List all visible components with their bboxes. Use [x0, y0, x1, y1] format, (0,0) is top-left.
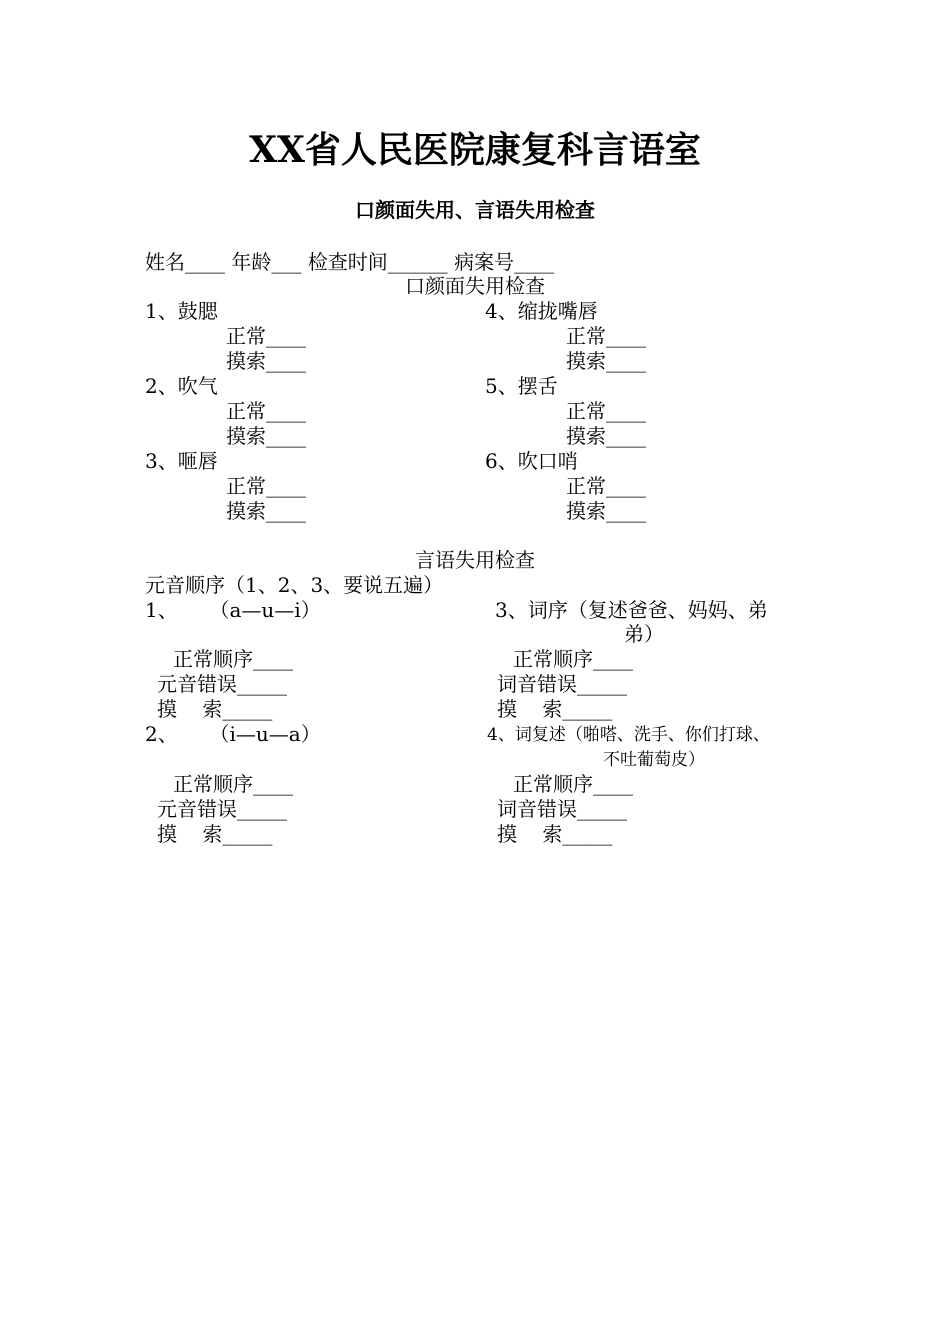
- item-2-normal: 正常____: [226, 399, 306, 423]
- item-1-normal: 正常____: [226, 324, 306, 348]
- item-1-label: 1、鼓腮: [145, 299, 218, 323]
- speech-item-1-line1: 正常顺序____: [173, 647, 293, 671]
- speech-item-1-line2: 元音错误_____: [157, 672, 287, 696]
- speech-item-1-line3: 摸 索_____: [157, 697, 273, 721]
- item-2-label: 2、吹气: [145, 374, 218, 398]
- speech-item-3-line1: 正常顺序____: [513, 647, 633, 671]
- item-5-grope: 摸索____: [566, 424, 646, 448]
- item-6-normal: 正常____: [566, 474, 646, 498]
- item-2-grope: 摸索____: [226, 424, 306, 448]
- speech-item-3-label-cont: 弟）: [624, 622, 664, 646]
- section1-heading: 口颜面失用检查: [405, 274, 545, 298]
- speech-item-2-label: 2、 （i—u—a）: [145, 722, 321, 746]
- speech-item-4-line2: 词音错误_____: [497, 797, 627, 821]
- item-6-label: 6、吹口哨: [485, 449, 578, 473]
- item-1-grope: 摸索____: [226, 349, 306, 373]
- speech-item-4-line3: 摸 索_____: [497, 822, 613, 846]
- item-5-label: 5、摆舌: [485, 374, 558, 398]
- page-subtitle: 口颜面失用、言语失用检查: [355, 198, 595, 222]
- speech-item-2-line1: 正常顺序____: [173, 772, 293, 796]
- speech-item-2-line2: 元音错误_____: [157, 797, 287, 821]
- speech-item-1-label: 1、 （a—u—i）: [145, 598, 321, 622]
- speech-item-4-label: 4、词复述（啪嗒、洗手、你们打球、: [487, 725, 770, 745]
- patient-info-line: 姓名____ 年龄___ 检查时间______ 病案号____: [145, 250, 555, 274]
- item-5-normal: 正常____: [566, 399, 646, 423]
- speech-item-3-label: 3、词序（复述爸爸、妈妈、弟: [495, 598, 768, 622]
- speech-item-2-line3: 摸 索_____: [157, 822, 273, 846]
- item-4-label: 4、缩拢嘴唇: [485, 299, 598, 323]
- item-6-grope: 摸索____: [566, 499, 646, 523]
- item-3-normal: 正常____: [226, 474, 306, 498]
- speech-item-4-label-cont: 不吐葡萄皮）: [603, 750, 705, 770]
- page-title: XX省人民医院康复科言语室: [249, 129, 701, 171]
- item-4-normal: 正常____: [566, 324, 646, 348]
- item-4-grope: 摸索____: [566, 349, 646, 373]
- speech-item-3-line2: 词音错误_____: [497, 672, 627, 696]
- speech-item-3-line3: 摸 索_____: [497, 697, 613, 721]
- section2-intro: 元音顺序（1、2、3、要说五遍）: [145, 573, 444, 597]
- item-3-label: 3、咂唇: [145, 449, 218, 473]
- section2-heading: 言语失用检查: [415, 548, 535, 572]
- item-3-grope: 摸索____: [226, 499, 306, 523]
- speech-item-4-line1: 正常顺序____: [513, 772, 633, 796]
